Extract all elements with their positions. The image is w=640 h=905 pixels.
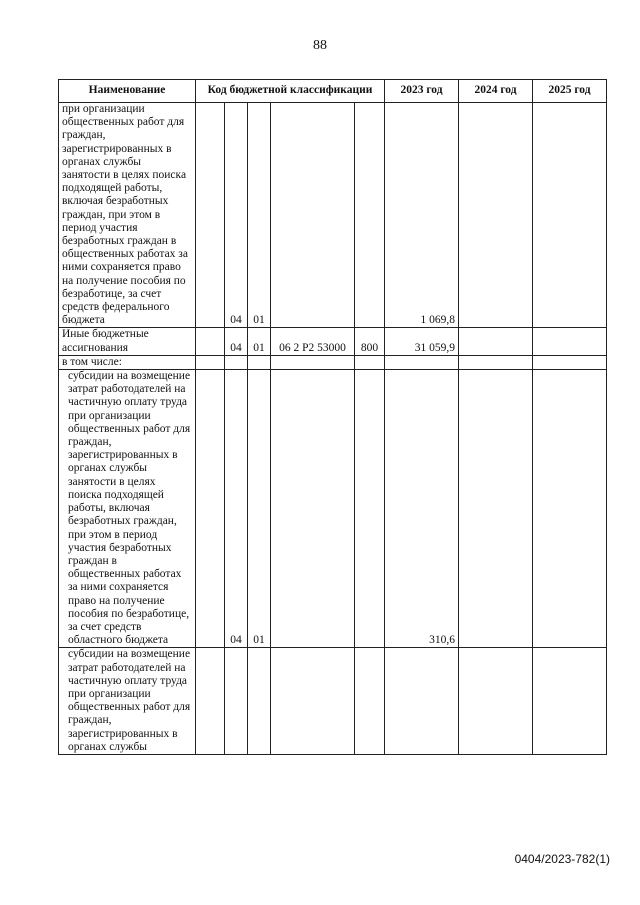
table-row bbox=[59, 355, 607, 369]
row-amount-2025 bbox=[533, 355, 607, 369]
row-amount-2024 bbox=[459, 370, 533, 648]
row-code-pr bbox=[248, 355, 271, 369]
header-name: Наименование bbox=[59, 80, 196, 103]
table-row bbox=[59, 370, 607, 648]
row-code-vr bbox=[355, 355, 385, 369]
row-code-pr bbox=[248, 648, 271, 755]
row-amount-2024 bbox=[459, 648, 533, 755]
table-row bbox=[59, 103, 607, 328]
row-code-csr bbox=[271, 370, 355, 648]
row-code-pr: 01 bbox=[248, 328, 271, 355]
document-code: 0404/2023-782(1) bbox=[514, 852, 610, 866]
row-amount-2025 bbox=[533, 103, 607, 328]
row-code-pr: 01 bbox=[248, 370, 271, 648]
row-amount-2025 bbox=[533, 328, 607, 355]
row-amount-2025 bbox=[533, 648, 607, 755]
row-name: субсидии на возмещение затрат работодателей на частичную оплату труда при организации общественных работ для граждан, зарегистрированных в органах службы bbox=[59, 648, 196, 755]
row-code-blank bbox=[196, 328, 225, 355]
header-2025: 2025 год bbox=[533, 80, 607, 103]
row-code-vr bbox=[355, 370, 385, 648]
row-code-vr bbox=[355, 648, 385, 755]
table-row bbox=[59, 328, 607, 355]
header-2024: 2024 год bbox=[459, 80, 533, 103]
row-code-rz: 04 bbox=[225, 328, 248, 355]
row-amount-2025 bbox=[533, 370, 607, 648]
row-code-blank bbox=[196, 370, 225, 648]
page-number: 88 bbox=[313, 38, 327, 53]
row-code-rz: 04 bbox=[225, 103, 248, 328]
budget-table bbox=[58, 79, 607, 755]
row-code-blank bbox=[196, 355, 225, 369]
row-amount-2024 bbox=[459, 355, 533, 369]
row-code-vr bbox=[355, 103, 385, 328]
row-code-csr bbox=[271, 355, 355, 369]
row-name: Иные бюджетные ассигнования bbox=[59, 328, 196, 355]
row-code-csr bbox=[271, 648, 355, 755]
row-amount-2023 bbox=[385, 648, 459, 755]
table-row bbox=[59, 648, 607, 755]
row-amount-2023: 31 059,9 bbox=[385, 328, 459, 355]
table-header-row bbox=[59, 80, 607, 103]
row-code-blank bbox=[196, 103, 225, 328]
row-amount-2024 bbox=[459, 103, 533, 328]
row-code-vr: 800 bbox=[355, 328, 385, 355]
row-amount-2024 bbox=[459, 328, 533, 355]
row-code-blank bbox=[196, 648, 225, 755]
header-2023: 2023 год bbox=[385, 80, 459, 103]
row-code-csr bbox=[271, 103, 355, 328]
row-name: субсидии на возмещение затрат работодателей на частичную оплату труда при организации общественных работ для граждан, зарегистрированных в органах службы занятости в целях поиска подходящей работы, включая безработных граждан, при этом в период участия безработных граждан в общественных работах за ними сохраняется право на получение пособия по безработице, за счет средств областного бюджета bbox=[59, 370, 196, 648]
row-code-csr: 06 2 P2 53000 bbox=[271, 328, 355, 355]
row-amount-2023: 1 069,8 bbox=[385, 103, 459, 328]
row-code-rz bbox=[225, 648, 248, 755]
row-name: в том числе: bbox=[59, 355, 196, 369]
row-code-pr: 01 bbox=[248, 103, 271, 328]
row-amount-2023: 310,6 bbox=[385, 370, 459, 648]
row-code-rz bbox=[225, 355, 248, 369]
row-amount-2023 bbox=[385, 355, 459, 369]
row-code-rz: 04 bbox=[225, 370, 248, 648]
row-name: при организации общественных работ для граждан, зарегистрированных в органах службы занятости в целях поиска подходящей работы, включая безработных граждан, при этом в период участия безработных граждан в общественных работах за ними сохраняется право на получение пособия по безработице, за счет средств федерального бюджета bbox=[59, 103, 196, 328]
header-code: Код бюджетной классификации bbox=[196, 80, 385, 103]
